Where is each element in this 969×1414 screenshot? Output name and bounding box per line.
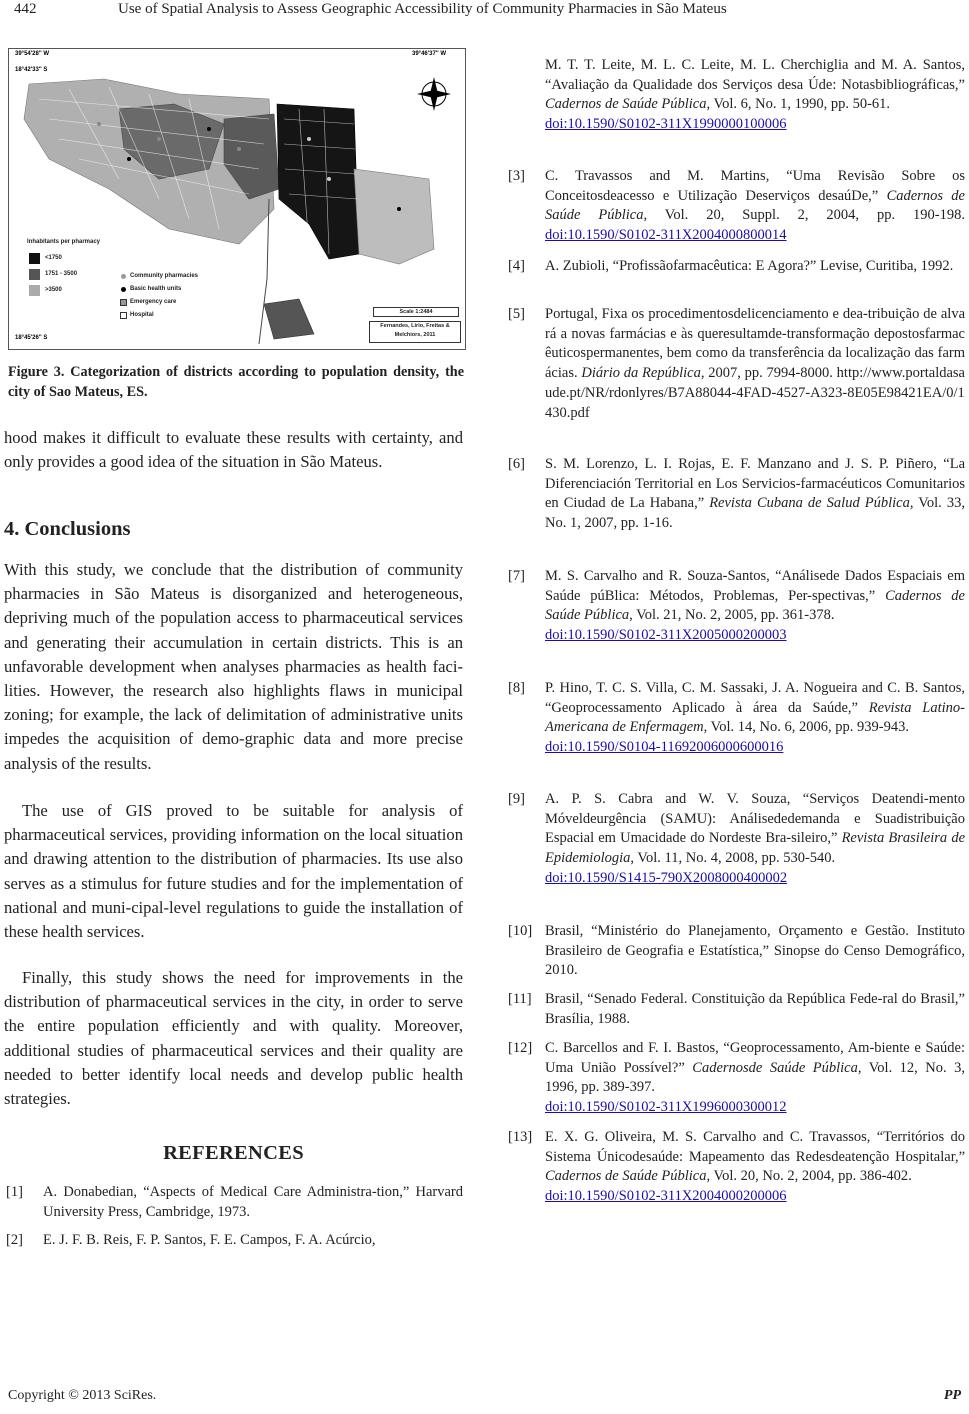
reference-11 xyxy=(508,990,965,1029)
running-title: Use of Spatial Analysis to Assess Geographic Accessibility of Community Pharmacies in São Mateus xyxy=(118,1,727,17)
reference-text: Brasil, “Ministério do Planejamento, Orçamento e Gestão. Instituto Brasileiro de Geografia e Estatística,” Sinopse do Censo Demográfico, 2010. xyxy=(545,923,965,979)
reference-number: [12] xyxy=(508,1040,533,1056)
legend-basic-health-units: Basic health units xyxy=(130,286,182,292)
reference-number: [9] xyxy=(508,791,525,807)
legend-title: Inhabitants per pharmacy xyxy=(27,239,101,245)
footer-copyright: Copyright © 2013 SciRes. xyxy=(8,1388,157,1403)
coord-top-right: 39°46'37" W xyxy=(412,51,447,57)
doi-link[interactable]: doi:10.1590/S0102-311X2004000200006 xyxy=(545,1188,787,1205)
reference-10 xyxy=(508,922,965,981)
reference-3 xyxy=(508,167,965,246)
reference-text: E. X. G. Oliveira, M. S. Carvalho and C. Travassos, “Territórios do Sistema Únicodesaúde: Mapeamento das Redesdeatenção Hospitalar,” Cadernos de Saúde Pública, Vol. 20, No. 2, 2004, pp. 386-402. doi:10.1590/S0102-311X2004000200006 xyxy=(545,1129,965,1205)
footer-journal: PP xyxy=(943,1388,961,1403)
reference-text: Portugal, Fixa os procedimentosdelicenciamento e dea-tribuição de alvará a novas farmácias e às queresultamde-transformação depostosfarmacêuticospermanentes, bem como da transferência da localização das farmácias. Diário da República, 2007, pp. 7994-8000. http://www.portaldasaude.pt/NR/rdonlyres/B7A88044-4FAD-4527-A323-8E05E98421EA/0/1430.pdf xyxy=(545,306,965,421)
reference-text: A. Zubioli, “Profissãofarmacêutica: E Agora?” Levise, Curitiba, 1992. xyxy=(545,258,954,274)
section-heading: 4. Conclusions xyxy=(4,518,131,540)
reference-number: [8] xyxy=(508,680,525,696)
reference-13 xyxy=(508,1128,965,1207)
reference-text: P. Hino, T. C. S. Villa, C. M. Sassaki, J. A. Nogueira and C. B. Santos, “Geoprocessamento Aplicado à área da Saúde,” Revista Latino-Americana de Enfermagem, Vol. 14, No. 6, 2006, pp. 939-943. doi:10.1590/S0104-11692006000600016 xyxy=(545,680,965,756)
conclusions-paragraph-1: With this study, we conclude that the distribution of community pharmacies in São Mateus is disorganized and heterogeneous, depriving much of the population access to pharmaceutical services and generating their accumulation in certain districts. This is an unfavorable development when analyses pharmacies as health faci-lities. However, the research also highlights flaws in municipal zoning; for example, the lack of delimitation of administrative units impedes the acquisition of demo-graphic data and more precise analysis of the results. xyxy=(4,560,463,773)
legend-hospital: Hospital xyxy=(130,312,154,318)
reference-2 xyxy=(6,1231,463,1251)
black-dot-icon xyxy=(121,287,126,292)
map-region-dark xyxy=(277,104,359,259)
paragraph-continued: hood makes it difficult to evaluate these results with certainty, and only provides a good idea of the situation in São Mateus. xyxy=(4,428,463,472)
reference-number: [6] xyxy=(508,456,525,472)
map-region-medium-south xyxy=(264,299,314,339)
legend-swatch-mid xyxy=(29,269,40,280)
map-legend xyxy=(27,239,217,319)
legend-swatch-low xyxy=(29,253,40,264)
legend-swatch-high xyxy=(29,285,40,296)
legend-label-low: <1750 xyxy=(45,255,62,261)
grey-square-icon xyxy=(120,299,127,306)
reference-1 xyxy=(6,1183,463,1222)
north-arrow-icon xyxy=(417,77,451,111)
reference-number: [5] xyxy=(508,306,525,322)
reference-text: E. J. F. B. Reis, F. P. Santos, F. E. Campos, F. A. Acúrcio, xyxy=(43,1232,376,1248)
figure-3-map xyxy=(8,48,466,350)
reference-number: [2] xyxy=(6,1232,23,1248)
reference-5 xyxy=(508,305,965,423)
conclusions-paragraph-2: The use of GIS proved to be suitable for analysis of pharmaceutical services, providing information on the local situation and drawing attention to the distribution of pharmacies. Its use also serves as a stimulus for future studies and for the implementation of national and muni-cipal-level regulations to guide the installation of these health services. xyxy=(4,801,463,942)
doi-link[interactable]: doi:10.1590/S0104-11692006000600016 xyxy=(545,739,784,756)
reference-number: [13] xyxy=(508,1129,533,1145)
map-credit-line2: Melchiors, 2011 xyxy=(394,332,436,338)
page-header xyxy=(0,0,969,26)
doi-link[interactable]: doi:10.1590/S1415-790X2008000400002 xyxy=(545,869,788,886)
map-region-light-2 xyxy=(354,169,434,264)
reference-text: M. S. Carvalho and R. Souza-Santos, “Análisede Dados Espaciais em Saúde púBlica: Métodos, Problemas, Per-spectivas,” Cadernos de Saúde Pública, Vol. 21, No. 2, 2005, pp. 361-378. doi:10.1590/S0102-311X2005000200003 xyxy=(545,568,965,644)
reference-7 xyxy=(508,567,965,646)
map-scale: Scale 1:2484 xyxy=(373,307,459,317)
reference-4 xyxy=(508,257,965,277)
doi-link[interactable]: doi:10.1590/S0102-311X1996000300012 xyxy=(545,1099,787,1116)
reference-number: [11] xyxy=(508,991,532,1007)
reference-number: [10] xyxy=(508,923,533,939)
reference-text: M. T. T. Leite, M. L. C. Leite, M. L. Cherchiglia and M. A. Santos, “Avaliação da Qualidade dos Serviços desa Úde: Notasbibliográficas,” Cadernos de Saúde Pública, Vol. 6, No. 1, 1990, pp. 50-61. doi:10.1590/S0102-311X1990000100006 xyxy=(545,57,965,133)
map-credit xyxy=(369,321,461,343)
coord-top-left: 39°54'28" W xyxy=(15,51,50,57)
reference-number: [1] xyxy=(6,1184,23,1200)
legend-emergency-care: Emergency care xyxy=(130,299,177,305)
reference-text: A. Donabedian, “Aspects of Medical Care Administra-tion,” Harvard University Press, Cambridge, 1973. xyxy=(43,1184,463,1220)
figure-caption: Figure 3. Categorization of districts according to population density, the city of Sao Mateus, ES. xyxy=(8,364,464,400)
legend-label-mid: 1751 - 3500 xyxy=(45,271,78,277)
coord-lat-bottom: 18°45'26" S xyxy=(15,335,48,341)
legend-community-pharmacies: Community pharmacies xyxy=(130,273,199,279)
reference-2-continued xyxy=(545,56,965,135)
reference-text: S. M. Lorenzo, L. I. Rojas, E. F. Manzano and J. S. P. Piñero, “La Diferenciación Territorial en Los Servicios-farmacéuticos Comunitarios en Ciudad de La Habana,” Revista Cubana de Salud Pública, Vol. 33, No. 1, 2007, pp. 1-16. xyxy=(545,456,965,532)
reference-12 xyxy=(508,1039,965,1118)
reference-text: A. P. S. Cabra and W. V. Souza, “Serviços Deatendi-mento Móveldeurgência (SAMU): Análisededemanda e Suadistribuição Espacial em Umacidade do Nordeste Bra-sileiro,” Revista Brasileira de Epidemiologia, Vol. 11, No. 4, 2008, pp. 530-540. doi:10.1590/S1415-790X2008000400002 xyxy=(545,791,965,886)
coord-lat-top: 18°42'33" S xyxy=(15,67,48,73)
reference-6 xyxy=(508,455,965,534)
reference-number: [4] xyxy=(508,258,525,274)
page-number: 442 xyxy=(14,1,37,17)
reference-text: C. Barcellos and F. I. Bastos, “Geoprocessamento, Am-biente e Saúde: Uma União Possível?” Cadernosde Saúde Pública, Vol. 12, No. 3, 1996, pp. 389-397. doi:10.1590/S0102-311X1996000300012 xyxy=(545,1040,965,1116)
white-square-icon xyxy=(120,312,127,319)
reference-number: [7] xyxy=(508,568,525,584)
doi-link[interactable]: doi:10.1590/S0102-311X2005000200003 xyxy=(545,627,787,644)
doi-link[interactable]: doi:10.1590/S0102-311X2004000800014 xyxy=(545,227,787,244)
reference-number: [3] xyxy=(508,168,525,184)
legend-label-high: >3500 xyxy=(45,287,62,293)
map-credit-line1: Fernandes, Lirio, Freitas & xyxy=(380,323,450,329)
reference-text: C. Travassos and M. Martins, “Uma Revisão Sobre os Conceitosdeacesso e Utilização Deserviços desaúDe,” Cadernos de Saúde Pública, Vol. 20, Suppl. 2, 2004, pp. 190-198. doi:10.1590/S0102-311X2004000800014 xyxy=(545,168,965,244)
reference-text: Brasil, “Senado Federal. Constituição da República Fede-ral do Brasil,” Brasília, 1988. xyxy=(545,991,965,1027)
doi-link[interactable]: doi:10.1590/S0102-311X1990000100006 xyxy=(545,116,787,133)
reference-8 xyxy=(508,679,965,758)
conclusions-paragraph-3: Finally, this study shows the need for improvements in the distribution of pharmaceutical services in the city, in order to serve the entire population efficiently and with quality. Moreover, additional studies of pharmaceutical services and their quality are needed to better identify local needs and develop public health strategies. xyxy=(4,968,463,1109)
reference-9 xyxy=(508,790,965,889)
references-heading: REFERENCES xyxy=(163,1142,304,1164)
grey-dot-icon xyxy=(121,274,126,279)
